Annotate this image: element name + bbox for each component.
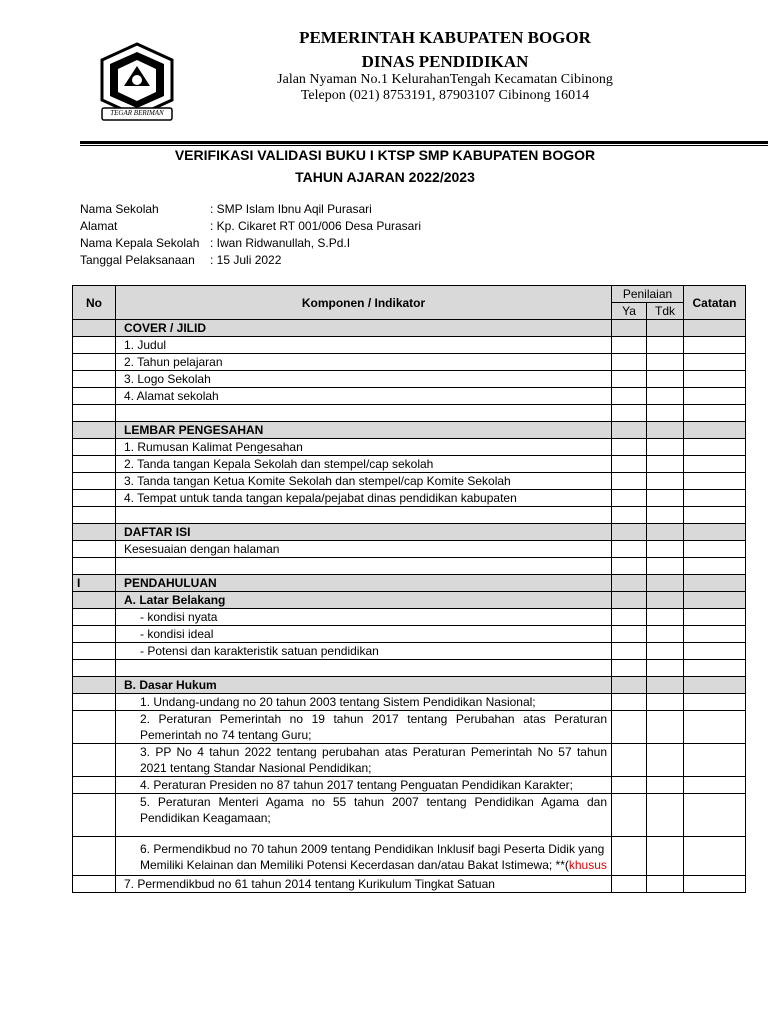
catatan-cell[interactable] (684, 643, 746, 660)
tdk-cell[interactable] (647, 337, 684, 354)
info-value: : Iwan Ridwanullah, S.Pd.I (210, 236, 351, 250)
section-row (73, 524, 746, 541)
letterhead (180, 28, 710, 104)
ya-cell[interactable] (612, 371, 647, 388)
header-komponen: Komponen / Indikator (116, 286, 612, 320)
tdk-cell[interactable] (647, 694, 684, 711)
tdk-cell[interactable] (647, 744, 684, 777)
subsection-heading: B. Dasar Hukum (116, 677, 612, 694)
ya-cell[interactable] (612, 354, 647, 371)
indicator-text: 6. Permendikbud no 70 tahun 2009 tentang Pendidikan Inklusif bagi Peserta Didik yang Memiliki Kelainan dan Memiliki Potensi Kecerdasan dan/atau Bakat Istimewa; **( (140, 842, 605, 872)
ya-cell[interactable] (612, 643, 647, 660)
catatan-cell[interactable] (684, 337, 746, 354)
indicator: 1. Undang-undang no 20 tahun 2003 tentang Sistem Pendidikan Nasional; (116, 694, 612, 711)
indicator: 2. Tanda tangan Kepala Sekolah dan stempel/cap sekolah (116, 456, 612, 473)
table-row (73, 541, 746, 558)
section-heading: DAFTAR ISI (116, 524, 612, 541)
catatan-cell[interactable] (684, 626, 746, 643)
table-row (73, 694, 746, 711)
header-ya: Ya (612, 303, 647, 320)
tdk-cell[interactable] (647, 490, 684, 507)
catatan-cell[interactable] (684, 744, 746, 777)
verification-table (72, 285, 746, 893)
section-number: I (73, 575, 116, 592)
catatan-cell[interactable] (684, 694, 746, 711)
letterhead-phone: Telepon (021) 8753191, 87903107 Cibinong 16014 (300, 88, 590, 103)
indicator: 3. Tanda tangan Ketua Komite Sekolah dan stempel/cap Komite Sekolah (116, 473, 612, 490)
indicator: 3. PP No 4 tahun 2022 tentang perubahan atas Peraturan Pemerintah No 57 tahun 2021 tentang Standar Nasional Pendidikan; (116, 744, 612, 777)
indicator: - kondisi nyata (116, 609, 612, 626)
table-row (73, 354, 746, 371)
indicator: 1. Judul (116, 337, 612, 354)
tdk-cell[interactable] (647, 876, 684, 893)
table-row (73, 456, 746, 473)
school-info (80, 201, 421, 269)
catatan-cell[interactable] (684, 794, 746, 837)
tdk-cell[interactable] (647, 388, 684, 405)
info-row (80, 235, 421, 252)
ya-cell[interactable] (612, 609, 647, 626)
spacer-row (73, 507, 746, 524)
spacer-row (73, 405, 746, 422)
section-heading: PENDAHULUAN (116, 575, 612, 592)
tdk-cell[interactable] (647, 626, 684, 643)
catatan-cell[interactable] (684, 354, 746, 371)
ya-cell[interactable] (612, 794, 647, 837)
tdk-cell[interactable] (647, 473, 684, 490)
indicator: 4. Peraturan Presiden no 87 tahun 2017 tentang Penguatan Pendidikan Karakter; (116, 777, 612, 794)
subsection-row (73, 677, 746, 694)
catatan-cell[interactable] (684, 439, 746, 456)
catatan-cell[interactable] (684, 777, 746, 794)
catatan-cell[interactable] (684, 541, 746, 558)
tdk-cell[interactable] (647, 794, 684, 837)
info-row (80, 252, 421, 269)
ya-cell[interactable] (612, 456, 647, 473)
indicator: 4. Alamat sekolah (116, 388, 612, 405)
section-heading: COVER / JILID (116, 320, 612, 337)
indicator: 4. Tempat untuk tanda tangan kepala/pejabat dinas pendidikan kabupaten (116, 490, 612, 507)
indicator: 3. Logo Sekolah (116, 371, 612, 388)
tdk-cell[interactable] (647, 837, 684, 876)
header-penilaian: Penilaian (612, 286, 684, 303)
catatan-cell[interactable] (684, 711, 746, 744)
info-row (80, 218, 421, 235)
tdk-cell[interactable] (647, 456, 684, 473)
indicator: 2. Peraturan Pemerintah no 19 tahun 2017 tentang Perubahan atas Peraturan Pemerintah no 74 tentang Guru; (116, 711, 612, 744)
letterhead-line2: DINAS PENDIDIKAN (361, 52, 529, 71)
document-subtitle: TAHUN AJARAN 2022/2023 (295, 169, 475, 185)
tdk-cell[interactable] (647, 777, 684, 794)
section-row (73, 422, 746, 439)
catatan-cell[interactable] (684, 371, 746, 388)
catatan-cell[interactable] (684, 876, 746, 893)
indicator: - Potensi dan karakteristik satuan pendidikan (116, 643, 612, 660)
indicator: 7. Permendikbud no 61 tahun 2014 tentang Kurikulum Tingkat Satuan (116, 876, 612, 893)
ya-cell[interactable] (612, 337, 647, 354)
table-row (73, 388, 746, 405)
ya-cell[interactable] (612, 388, 647, 405)
table-row (73, 439, 746, 456)
table-row (73, 337, 746, 354)
table-row (73, 837, 746, 876)
table-row (73, 609, 746, 626)
ya-cell[interactable] (612, 777, 647, 794)
ya-cell[interactable] (612, 694, 647, 711)
catatan-cell[interactable] (684, 473, 746, 490)
tdk-cell[interactable] (647, 609, 684, 626)
table-row (73, 794, 746, 837)
header-tdk: Tdk (647, 303, 684, 320)
section-row (73, 575, 746, 592)
info-label: Nama Kepala Sekolah (80, 236, 200, 250)
table-row (73, 490, 746, 507)
info-value: : SMP Islam Ibnu Aqil Purasari (210, 202, 372, 216)
info-value: : 15 Juli 2022 (210, 253, 282, 267)
info-label: Nama Sekolah (80, 202, 159, 216)
ya-cell[interactable] (612, 473, 647, 490)
table-row (73, 711, 746, 744)
tdk-cell[interactable] (647, 354, 684, 371)
ya-cell[interactable] (612, 490, 647, 507)
table-row (73, 777, 746, 794)
letterhead-rule-thick (80, 141, 768, 144)
logo-motto: TEGAR BERIMAN (110, 109, 164, 117)
header-catatan: Catatan (684, 286, 746, 320)
info-value: : Kp. Cikaret RT 001/006 Desa Purasari (210, 219, 421, 233)
info-label: Alamat (80, 219, 118, 233)
catatan-cell[interactable] (684, 456, 746, 473)
ya-cell[interactable] (612, 711, 647, 744)
indicator (116, 837, 612, 876)
ya-cell[interactable] (612, 837, 647, 876)
spacer-row (73, 558, 746, 575)
table-row (73, 473, 746, 490)
ya-cell[interactable] (612, 744, 647, 777)
letterhead-line1: PEMERINTAH KABUPATEN BOGOR (299, 28, 591, 47)
section-row (73, 320, 746, 337)
table-row (73, 876, 746, 893)
ya-cell[interactable] (612, 541, 647, 558)
indicator-note: khusus (568, 858, 607, 872)
section-heading: LEMBAR PENGESAHAN (116, 422, 612, 439)
table-row (73, 643, 746, 660)
table-row (73, 744, 746, 777)
catatan-cell[interactable] (684, 388, 746, 405)
catatan-cell[interactable] (684, 609, 746, 626)
table-row (73, 371, 746, 388)
letterhead-address: Jalan Nyaman No.1 KelurahanTengah Kecamatan Cibinong (277, 72, 613, 87)
indicator: 1. Rumusan Kalimat Pengesahan (116, 439, 612, 456)
header-no: No (73, 286, 116, 320)
tdk-cell[interactable] (647, 643, 684, 660)
spacer-row (73, 660, 746, 677)
ya-cell[interactable] (612, 876, 647, 893)
subsection-heading: A. Latar Belakang (116, 592, 612, 609)
ya-cell[interactable] (612, 439, 647, 456)
indicator: - kondisi ideal (116, 626, 612, 643)
letterhead-rule-thin (80, 145, 768, 146)
tdk-cell[interactable] (647, 541, 684, 558)
subsection-row (73, 592, 746, 609)
document-title: VERIFIKASI VALIDASI BUKU I KTSP SMP KABUPATEN BOGOR (174, 147, 596, 163)
indicator: Kesesuaian dengan halaman (116, 541, 612, 558)
tdk-cell[interactable] (647, 711, 684, 744)
indicator: 5. Peraturan Menteri Agama no 55 tahun 2007 tentang Pendidikan Agama dan Pendidikan Keagamaan; (116, 794, 612, 837)
catatan-cell[interactable] (684, 490, 746, 507)
tdk-cell[interactable] (647, 371, 684, 388)
indicator: 2. Tahun pelajaran (116, 354, 612, 371)
kabupaten-bogor-logo (98, 42, 176, 124)
info-row (80, 201, 421, 218)
table-row (73, 626, 746, 643)
ya-cell[interactable] (612, 626, 647, 643)
info-label: Tanggal Pelaksanaan (80, 253, 195, 267)
catatan-cell[interactable] (684, 837, 746, 876)
tdk-cell[interactable] (647, 439, 684, 456)
